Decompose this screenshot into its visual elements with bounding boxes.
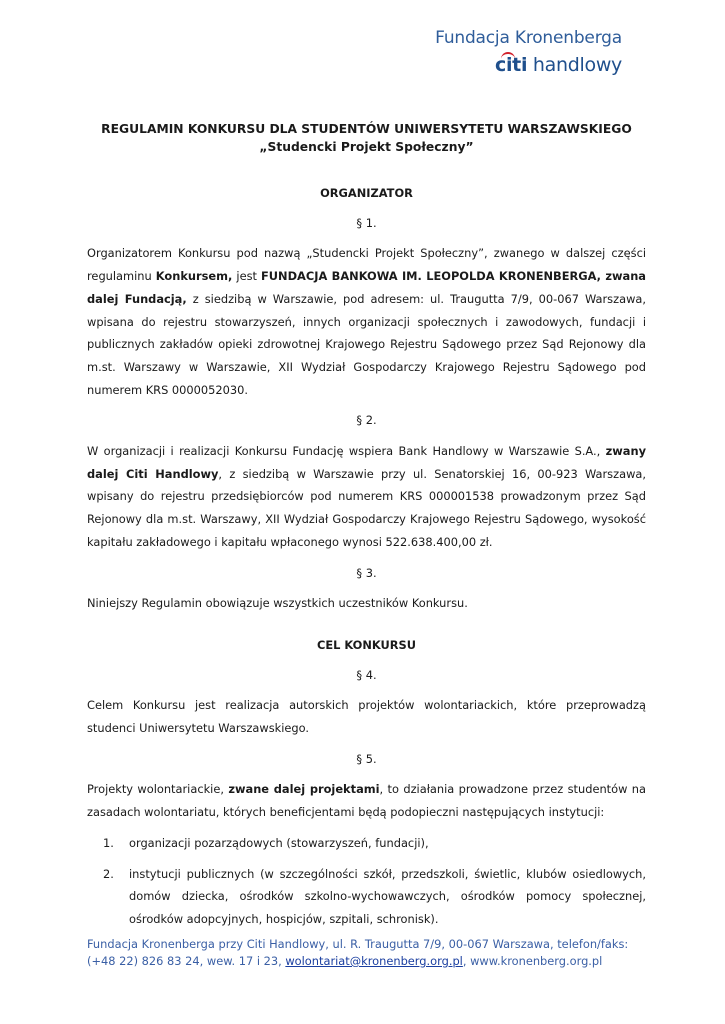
- paragraph-2: W organizacji i realizacji Konkursu Fundację wspiera Bank Handlowy w Warszawie S.A., zwany dalej Citi Handlowy, z siedzibą w Warszawie przy ul. Senatorskiej 16, 00-923 Warszawa, wpisany do rejestru przedsiębiorców pod numerem KRS 000001538 prowadzonym przez Sąd Rejonowy dla m.st. Warszawy, XII Wydział Gospodarczy Krajowego Rejestru Sądowego, wysokość kapitału zakładowego i kapitału wpłaconego wynosi 522.638.400,00 zł.: [87, 444, 646, 549]
- logo-citi-text: citi: [495, 54, 528, 76]
- footer-line-2: (+48 22) 826 83 24, wew. 17 i 23, wolontariat@kronenberg.org.pl, www.kronenberg.org.pl: [87, 954, 603, 968]
- paragraph-sign-1: § 1.: [356, 215, 377, 230]
- list-item-number: 1.: [103, 835, 114, 850]
- title-line-1: REGULAMIN KONKURSU DLA STUDENTÓW UNIWERSYTETU WARSZAWSKIEGO: [101, 122, 632, 136]
- paragraph-1: Organizatorem Konkursu pod nazwą „Studencki Projekt Społeczny”, zwanego w dalszej części regulaminu Konkursem, jest FUNDACJA BANKOWA IM. LEOPOLDA KRONENBERGA, zwana dalej Fundacją, z siedzibą w Warszawie, pod adresem: ul. Traugutta 7/9, 00-067 Warszawa, wpisana do rejestru stowarzyszeń, innych organizacji społecznych i zawodowych, fundacji i publicznych zakładów opieki zdrowotnej Krajowego Rejestru Sądowego przez Sąd Rejonowy dla m.st. Warszawy w Warszawie, XII Wydział Gospodarczy Krajowego Rejestru Sądowego pod numerem KRS 0000052030.: [87, 246, 646, 397]
- beneficiary-list: [87, 832, 646, 931]
- page-footer: [87, 936, 647, 970]
- list-item-text: instytucji publicznych (w szczególności szkół, przedszkoli, świetlic, klubów osiedlowych, domów dziecka, ośrodków szkolno-wychowawczych, ośrodków pomocy społecznej, ośrodków adopcyjnych, hospicjów, szpitali, schronisk).: [129, 866, 646, 926]
- title-line-2: „Studencki Projekt Społeczny”: [259, 140, 474, 154]
- section-heading-goal: CEL KONKURSU: [317, 637, 416, 652]
- list-item: [87, 832, 646, 855]
- logo-citi: [495, 54, 527, 76]
- logo-handlowy: handlowy: [532, 54, 622, 76]
- list-item-number: 2.: [103, 866, 114, 881]
- section-heading-organizer: ORGANIZATOR: [320, 186, 413, 200]
- paragraph-3: Niniejszy Regulamin obowiązuje wszystkich uczestników Konkursu.: [87, 596, 468, 611]
- email-link[interactable]: wolontariat@kronenberg.org.pl: [285, 954, 463, 968]
- list-item: [87, 863, 646, 931]
- list-item-text: organizacji pozarządowych (stowarzyszeń, fundacji),: [129, 835, 429, 850]
- paragraph-5: Projekty wolontariackie, zwane dalej projektami, to działania prowadzone przez studentów na zasadach wolontariatu, których beneficjentami będą podopieczni następujących instytucji:: [87, 782, 646, 820]
- paragraph-4: Celem Konkursu jest realizacja autorskich projektów wolontariackich, które przeprowadzą studenci Uniwersytetu Warszawskiego.: [87, 698, 646, 736]
- paragraph-sign-5: § 5.: [356, 751, 377, 766]
- paragraph-sign-3: § 3.: [356, 565, 377, 580]
- paragraph-sign-2: § 2.: [356, 413, 377, 428]
- citi-arc-icon: [501, 52, 515, 60]
- paragraph-sign-4: § 4.: [356, 667, 377, 682]
- logo-citi-handlowy: [435, 54, 622, 76]
- footer-line-1: Fundacja Kronenberga przy Citi Handlowy, ul. R. Traugutta 7/9, 00-067 Warszawa, telefon/faks:: [87, 937, 629, 951]
- logo: [435, 28, 622, 76]
- document-body: [87, 120, 646, 931]
- document-title: [87, 120, 646, 156]
- logo-foundation-name: Fundacja Kronenberga: [435, 28, 622, 48]
